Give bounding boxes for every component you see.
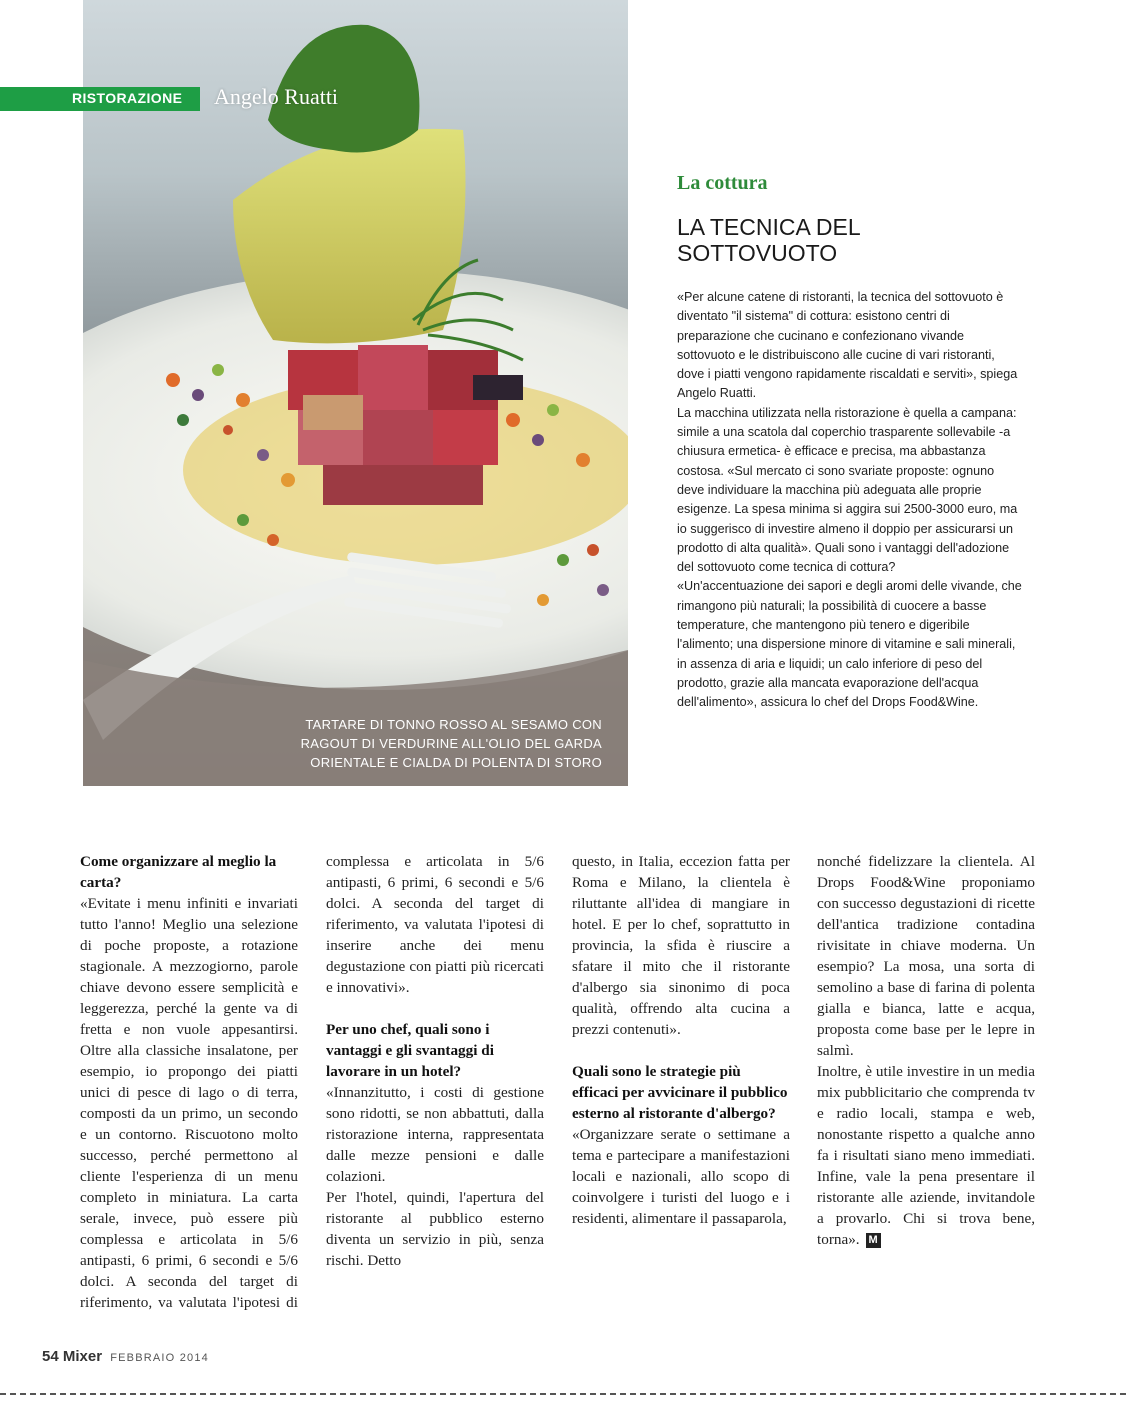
end-mark-icon: M xyxy=(866,1233,881,1248)
author-name: Angelo Ruatti xyxy=(214,84,339,109)
article-column-2 xyxy=(326,851,544,1271)
section-label: RISTORAZIONE xyxy=(72,90,183,106)
sidebar-paragraph: «Un'accentuazione dei sapori e degli aromi delle vivande, che rimangono più naturali; la possibilità di cuocere a basse temperature, che mantengono più tenero e digeribile l'alimento; una dispersione minore di vitamine e sali minerali, in assenza di aria e liquidi; un calo inferiore di peso del prodotto, grazie alla mancata evaporazione dell'acqua dell'alimento», assicura lo chef del Drops Food&Wine. xyxy=(677,579,1022,710)
article-column-1 xyxy=(80,851,298,1313)
page-number: 54 xyxy=(42,1348,59,1365)
caption-line: RAGOUT DI VERDURINE ALL'OLIO DEL GARDA xyxy=(300,736,602,751)
dish-illustration xyxy=(83,0,628,786)
answer-text: «Organizzare serate o settimane a tema e partecipare a manifestazioni locali e nazionali, allo scopo di coinvolgere i turisti del luogo e i residenti, alimentare il passaparola, xyxy=(572,1126,790,1227)
headline-line: SOTTOVUOTO xyxy=(677,240,838,266)
polenta-wafer xyxy=(233,129,466,343)
question-heading: Quali sono le strategie più efficaci per avvicinare il pubblico esterno al ristorante d'albergo? xyxy=(572,1063,788,1122)
sidebar-headline xyxy=(677,214,1037,266)
sidebar-body xyxy=(677,288,1022,713)
caption-line: TARTARE DI TONNO ROSSO AL SESAMO CON xyxy=(305,717,602,732)
headline-line: LA TECNICA DEL xyxy=(677,214,861,240)
issue-date: FEBBRAIO 2014 xyxy=(110,1352,209,1364)
answer-text-continued: nonché fidelizzare la clientela. Al Drops Food&Wine proponiamo con successo degustazioni di ricette dell'antica tradizione contadina rivisitate in chiave moderna. Un esempio? La mosa, una sorta di semolino a base di farina di polenta gialla e bianca, latte e acqua, proposta come base per le lepre in salmì. xyxy=(817,853,1035,1059)
answer-text-continued: questo, in Italia, eccezion fatta per Roma e Milano, la clientela è riluttante all'idea di mangiare in hotel. E per lo chef, soprattutto in provincia, la sfida è riuscire a sfatare il mito che il ristorante d'albergo sia sinonimo di poca qualità, offrendo alta cucina a prezzi contenuti». xyxy=(572,853,790,1038)
article-column-4 xyxy=(817,851,1035,1250)
photo-caption xyxy=(272,715,602,772)
sidebar-paragraph: «Per alcune catene di ristoranti, la tecnica del sottovuoto è diventato "il sistema" di cottura: esistono centri di preparazione che cucinano e confezionano vivande sottovuoto e le distribuiscono alle cucine di vari ristoranti, dove i piatti vengono rapidamente riscaldati e serviti», spiega Angelo Ruatti. xyxy=(677,290,1018,401)
magazine-name: Mixer xyxy=(62,1348,103,1365)
answer-text: Per l'hotel, quindi, l'apertura del ristorante al pubblico esterno diventa un servizio in più, senza rischi. Detto xyxy=(326,1189,544,1269)
dish-photo xyxy=(83,0,628,786)
sidebar-paragraph: La macchina utilizzata nella ristorazione è quella a campana: simile a una scatola dal coperchio trasparente sollevabile -a chiusura ermetica- è efficace e precisa, ma abbastanza costosa. «Sul mercato ci sono svariate proposte: ognuno deve individuare la macchina più adeguata alle proprie esigenze. La spesa minima si aggira sui 2500-3000 euro, ma io suggerisco di investire almeno il doppio per assicurarsi un prodotto di alta qualità». Quali sono i vantaggi dell'adozione del sottovuoto come tecnica di cottura? xyxy=(677,405,1018,575)
answer-text: Inoltre, è utile investire in un media mix pubblicitario che comprenda tv e radio locali, stampa e web, nonostante rispetto a qualche anno fa i risultati siano meno immediati. Infine, vale la pena presentare il ristorante alle aziende, invitandole a provarlo. Chi si trova bene, torna». M xyxy=(817,1063,1035,1248)
article-column-3 xyxy=(572,851,790,1229)
sidebar-kicker: La cottura xyxy=(677,172,768,194)
question-heading: Per uno chef, quali sono i vantaggi e gli svantaggi di lavorare in un hotel? xyxy=(326,1021,494,1080)
cut-line xyxy=(0,1393,1126,1395)
caption-line: ORIENTALE E CIALDA DI POLENTA DI STORO xyxy=(310,755,602,770)
answer-text: «Innanzitutto, i costi di gestione sono ridotti, se non abbattuti, dalla ristorazione interna, rappresentata dalle mezze pensioni e dalle colazioni. xyxy=(326,1084,544,1185)
page-footer xyxy=(42,1348,209,1365)
answer-text-continued: complessa e articolata in 5/6 antipasti, 6 primi, 6 secondi e 5/6 dolci. A seconda del target di riferimento, va valutata l'ipotesi di inserire anche dei menu degustazione con piatti più ricercati e innovativi». xyxy=(326,853,544,996)
question-heading: Come organizzare al meglio la carta? xyxy=(80,853,277,891)
answer-text: «Evitate i menu infiniti e invariati tutto l'anno! Meglio una selezione di poche proposte, a rotazione stagionale. A mezzogiorno, parole chiave devono essere semplicità e leggerezza, perché la gente va di fretta e non vuole appesantirsi. Oltre alla classiche insalatone, per esempio, io propongo dei piatti unici di pesce di lago o di terra, composti da un primo, un secondo e un contorno. Riscuotono molto successo, perché permettono al cliente l'esperienza di un menu completo in miniatura. La carta serale, invece, può essere più complessa e articolata in 5/6 antipasti, 6 primi, 6 secondi e 5/6 dolci. A seconda del target di riferimento, va valutata l'ipotesi di xyxy=(80,895,298,1311)
